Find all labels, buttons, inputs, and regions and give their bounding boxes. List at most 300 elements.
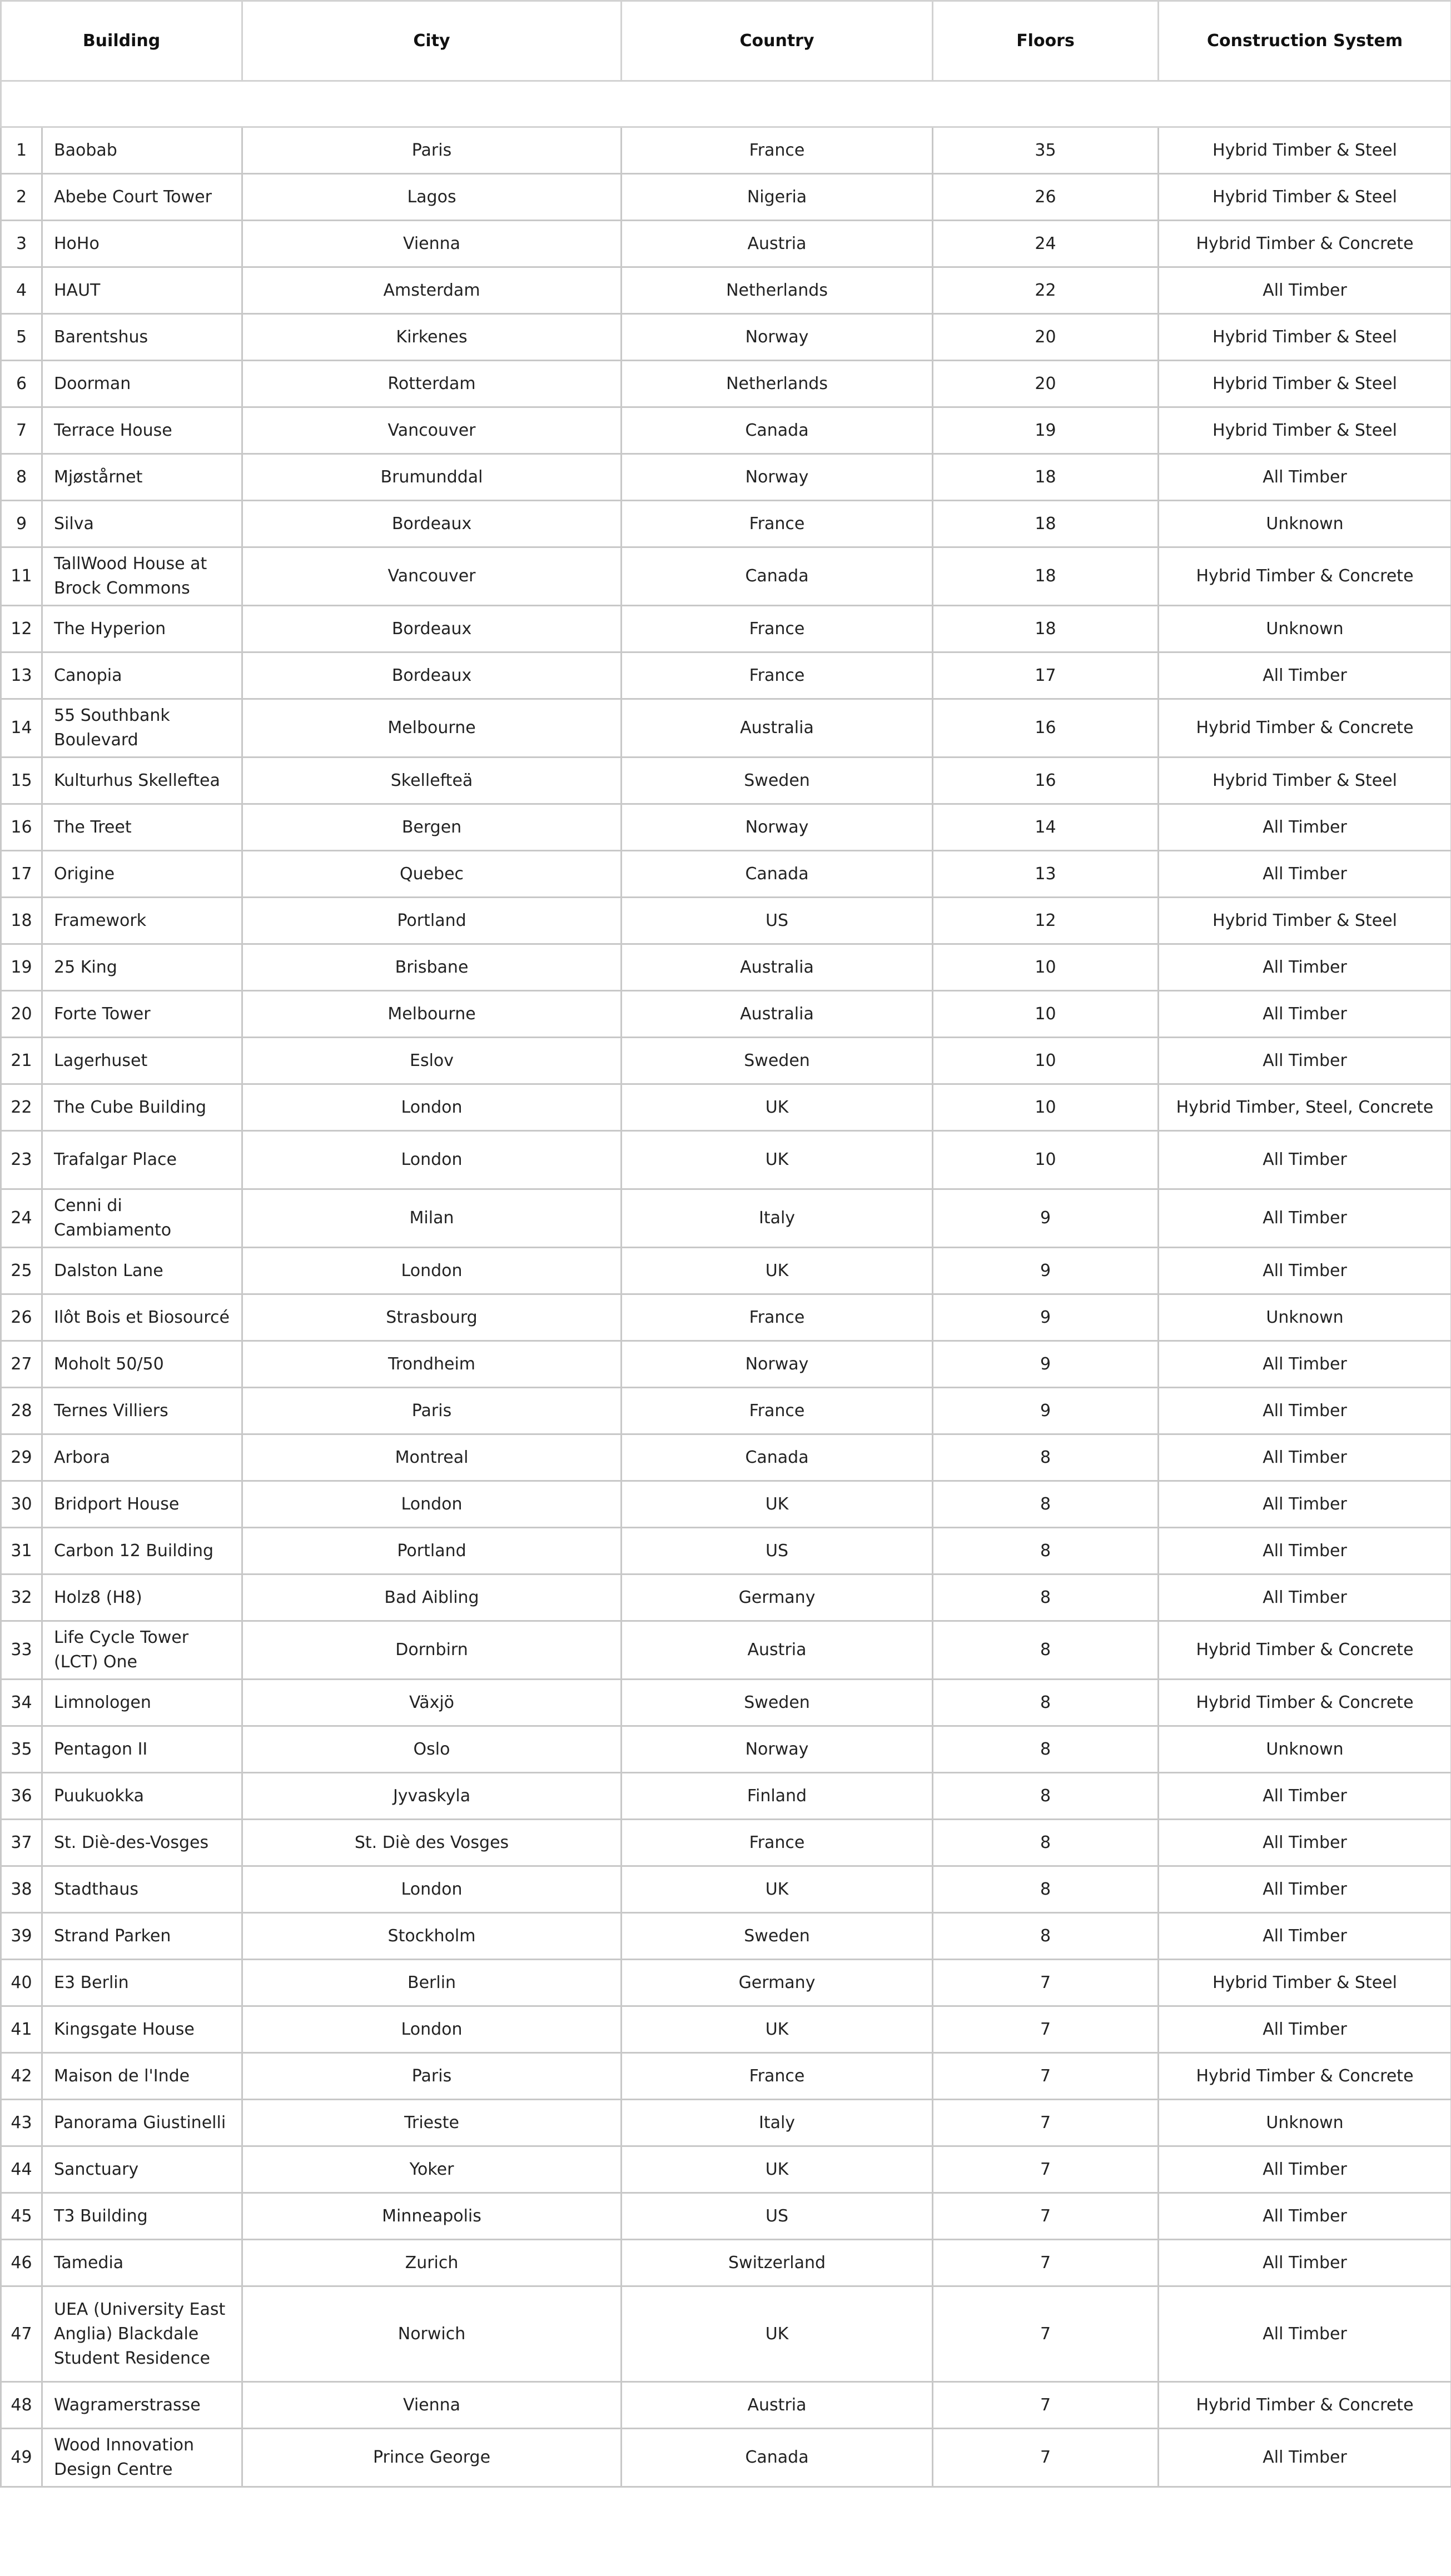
construction-system-cell: All Timber xyxy=(1159,1388,1451,1434)
table-row xyxy=(1,2240,1451,2286)
row-number-cell: 20 xyxy=(1,991,42,1038)
row-number-cell: 38 xyxy=(1,1866,42,1913)
row-number-cell: 39 xyxy=(1,1913,42,1960)
building-name-cell: Kulturhus Skelleftea xyxy=(42,758,242,804)
row-number-cell: 49 xyxy=(1,2429,42,2487)
table-row xyxy=(1,2100,1451,2146)
city-cell: Berlin xyxy=(242,1960,622,2006)
country-cell: UK xyxy=(622,1131,933,1189)
construction-system-cell: Unknown xyxy=(1159,1726,1451,1773)
table-row xyxy=(1,1038,1451,1084)
construction-system-cell: Hybrid Timber & Concrete xyxy=(1159,1621,1451,1680)
country-cell: Sweden xyxy=(622,1680,933,1726)
floors-cell: 7 xyxy=(933,2193,1159,2240)
country-cell: Australia xyxy=(622,699,933,758)
building-name-cell: 25 King xyxy=(42,944,242,991)
country-cell: UK xyxy=(622,1481,933,1528)
building-name-cell: The Hyperion xyxy=(42,606,242,652)
construction-system-cell: All Timber xyxy=(1159,2006,1451,2053)
row-number-cell: 12 xyxy=(1,606,42,652)
construction-system-cell: Hybrid Timber & Concrete xyxy=(1159,699,1451,758)
country-cell: France xyxy=(622,2053,933,2100)
country-cell: UK xyxy=(622,1866,933,1913)
floors-cell: 8 xyxy=(933,1621,1159,1680)
city-cell: Strasbourg xyxy=(242,1294,622,1341)
country-cell: France xyxy=(622,127,933,174)
construction-system-cell: All Timber xyxy=(1159,2429,1451,2487)
floors-cell: 9 xyxy=(933,1341,1159,1388)
construction-system-cell: All Timber xyxy=(1159,1773,1451,1820)
table-row xyxy=(1,2429,1451,2487)
country-cell: France xyxy=(622,1820,933,1866)
construction-system-cell: Hybrid Timber & Steel xyxy=(1159,361,1451,407)
header-country: Country xyxy=(622,1,933,81)
building-name-cell: Bridport House xyxy=(42,1481,242,1528)
country-cell: Germany xyxy=(622,1960,933,2006)
construction-system-cell: All Timber xyxy=(1159,991,1451,1038)
table-row xyxy=(1,758,1451,804)
country-cell: UK xyxy=(622,2146,933,2193)
floors-cell: 7 xyxy=(933,1960,1159,2006)
row-number-cell: 25 xyxy=(1,1248,42,1294)
table-row xyxy=(1,1866,1451,1913)
table-row xyxy=(1,1960,1451,2006)
row-number-cell: 47 xyxy=(1,2286,42,2382)
city-cell: Bad Aibling xyxy=(242,1575,622,1621)
country-cell: Austria xyxy=(622,1621,933,1680)
table-row xyxy=(1,1189,1451,1248)
country-cell: Canada xyxy=(622,547,933,606)
floors-cell: 7 xyxy=(933,2240,1159,2286)
floors-cell: 20 xyxy=(933,314,1159,361)
construction-system-cell: Hybrid Timber & Concrete xyxy=(1159,1680,1451,1726)
building-name-cell: Tamedia xyxy=(42,2240,242,2286)
row-number-cell: 29 xyxy=(1,1434,42,1481)
building-name-cell: Canopia xyxy=(42,652,242,699)
construction-system-cell: Hybrid Timber, Steel, Concrete xyxy=(1159,1084,1451,1131)
floors-cell: 18 xyxy=(933,606,1159,652)
country-cell: UK xyxy=(622,2286,933,2382)
city-cell: Bergen xyxy=(242,804,622,851)
country-cell: Australia xyxy=(622,944,933,991)
row-number-cell: 6 xyxy=(1,361,42,407)
floors-cell: 8 xyxy=(933,1434,1159,1481)
construction-system-cell: All Timber xyxy=(1159,1434,1451,1481)
table-row xyxy=(1,1680,1451,1726)
floors-cell: 10 xyxy=(933,1038,1159,1084)
table-row xyxy=(1,1820,1451,1866)
country-cell: Canada xyxy=(622,407,933,454)
table-row xyxy=(1,1528,1451,1575)
city-cell: Dornbirn xyxy=(242,1621,622,1680)
table-row xyxy=(1,2193,1451,2240)
construction-system-cell: Hybrid Timber & Concrete xyxy=(1159,547,1451,606)
row-number-cell: 7 xyxy=(1,407,42,454)
spacer-row xyxy=(1,81,1451,127)
building-name-cell: The Cube Building xyxy=(42,1084,242,1131)
floors-cell: 8 xyxy=(933,1820,1159,1866)
row-number-cell: 46 xyxy=(1,2240,42,2286)
country-cell: Canada xyxy=(622,851,933,898)
building-name-cell: HoHo xyxy=(42,221,242,267)
floors-cell: 18 xyxy=(933,547,1159,606)
country-cell: France xyxy=(622,1294,933,1341)
building-name-cell: The Treet xyxy=(42,804,242,851)
city-cell: London xyxy=(242,1481,622,1528)
country-cell: Norway xyxy=(622,314,933,361)
row-number-cell: 34 xyxy=(1,1680,42,1726)
construction-system-cell: All Timber xyxy=(1159,1341,1451,1388)
table-row xyxy=(1,1575,1451,1621)
table-row xyxy=(1,454,1451,501)
country-cell: Netherlands xyxy=(622,267,933,314)
construction-system-cell: All Timber xyxy=(1159,2286,1451,2382)
row-number-cell: 36 xyxy=(1,1773,42,1820)
construction-system-cell: Hybrid Timber & Concrete xyxy=(1159,2382,1451,2429)
construction-system-cell: All Timber xyxy=(1159,804,1451,851)
city-cell: Amsterdam xyxy=(242,267,622,314)
country-cell: France xyxy=(622,652,933,699)
row-number-cell: 35 xyxy=(1,1726,42,1773)
construction-system-cell: Hybrid Timber & Steel xyxy=(1159,898,1451,944)
building-name-cell: Framework xyxy=(42,898,242,944)
city-cell: Montreal xyxy=(242,1434,622,1481)
country-cell: Sweden xyxy=(622,1038,933,1084)
building-name-cell: Abebe Court Tower xyxy=(42,174,242,221)
construction-system-cell: Unknown xyxy=(1159,2100,1451,2146)
table-row xyxy=(1,1084,1451,1131)
city-cell: Jyvaskyla xyxy=(242,1773,622,1820)
city-cell: Lagos xyxy=(242,174,622,221)
table-row xyxy=(1,1726,1451,1773)
city-cell: St. Diè des Vosges xyxy=(242,1820,622,1866)
table-row xyxy=(1,699,1451,758)
row-number-cell: 43 xyxy=(1,2100,42,2146)
country-cell: UK xyxy=(622,1248,933,1294)
floors-cell: 7 xyxy=(933,2006,1159,2053)
building-name-cell: Ilôt Bois et Biosourcé xyxy=(42,1294,242,1341)
floors-cell: 16 xyxy=(933,699,1159,758)
row-number-cell: 5 xyxy=(1,314,42,361)
table-row xyxy=(1,898,1451,944)
construction-system-cell: Unknown xyxy=(1159,501,1451,547)
row-number-cell: 30 xyxy=(1,1481,42,1528)
construction-system-cell: All Timber xyxy=(1159,944,1451,991)
floors-cell: 7 xyxy=(933,2100,1159,2146)
floors-cell: 10 xyxy=(933,944,1159,991)
construction-system-cell: Hybrid Timber & Steel xyxy=(1159,1960,1451,2006)
country-cell: Canada xyxy=(622,1434,933,1481)
country-cell: Austria xyxy=(622,221,933,267)
building-name-cell: Origine xyxy=(42,851,242,898)
construction-system-cell: All Timber xyxy=(1159,2146,1451,2193)
building-name-cell: Kingsgate House xyxy=(42,2006,242,2053)
floors-cell: 35 xyxy=(933,127,1159,174)
row-number-cell: 42 xyxy=(1,2053,42,2100)
construction-system-cell: All Timber xyxy=(1159,1038,1451,1084)
row-number-cell: 4 xyxy=(1,267,42,314)
construction-system-cell: Hybrid Timber & Concrete xyxy=(1159,2053,1451,2100)
table-row xyxy=(1,267,1451,314)
floors-cell: 8 xyxy=(933,1913,1159,1960)
building-name-cell: Puukuokka xyxy=(42,1773,242,1820)
construction-system-cell: Hybrid Timber & Steel xyxy=(1159,758,1451,804)
city-cell: Portland xyxy=(242,898,622,944)
country-cell: Germany xyxy=(622,1575,933,1621)
floors-cell: 9 xyxy=(933,1388,1159,1434)
row-number-cell: 27 xyxy=(1,1341,42,1388)
city-cell: Yoker xyxy=(242,2146,622,2193)
country-cell: UK xyxy=(622,1084,933,1131)
row-number-cell: 44 xyxy=(1,2146,42,2193)
city-cell: Rotterdam xyxy=(242,361,622,407)
table-row xyxy=(1,2006,1451,2053)
city-cell: Skellefteä xyxy=(242,758,622,804)
country-cell: Sweden xyxy=(622,1913,933,1960)
city-cell: Melbourne xyxy=(242,991,622,1038)
country-cell: Netherlands xyxy=(622,361,933,407)
city-cell: London xyxy=(242,1248,622,1294)
floors-cell: 20 xyxy=(933,361,1159,407)
country-cell: US xyxy=(622,898,933,944)
floors-cell: 8 xyxy=(933,1680,1159,1726)
table-row xyxy=(1,2146,1451,2193)
table-row xyxy=(1,2382,1451,2429)
building-name-cell: Arbora xyxy=(42,1434,242,1481)
city-cell: Oslo xyxy=(242,1726,622,1773)
table-row xyxy=(1,1773,1451,1820)
building-name-cell: Trafalgar Place xyxy=(42,1131,242,1189)
building-name-cell: HAUT xyxy=(42,267,242,314)
floors-cell: 9 xyxy=(933,1294,1159,1341)
floors-cell: 24 xyxy=(933,221,1159,267)
floors-cell: 19 xyxy=(933,407,1159,454)
construction-system-cell: All Timber xyxy=(1159,652,1451,699)
city-cell: Vancouver xyxy=(242,407,622,454)
city-cell: Prince George xyxy=(242,2429,622,2487)
row-number-cell: 37 xyxy=(1,1820,42,1866)
table-row xyxy=(1,944,1451,991)
table-row xyxy=(1,1294,1451,1341)
construction-system-cell: All Timber xyxy=(1159,1913,1451,1960)
country-cell: Austria xyxy=(622,2382,933,2429)
row-number-cell: 33 xyxy=(1,1621,42,1680)
header-floors: Floors xyxy=(933,1,1159,81)
table-row xyxy=(1,2286,1451,2382)
city-cell: Bordeaux xyxy=(242,652,622,699)
construction-system-cell: All Timber xyxy=(1159,2193,1451,2240)
construction-system-cell: All Timber xyxy=(1159,1131,1451,1189)
building-name-cell: Sanctuary xyxy=(42,2146,242,2193)
city-cell: Bordeaux xyxy=(242,501,622,547)
building-name-cell: Cenni di Cambiamento xyxy=(42,1189,242,1248)
building-name-cell: Life Cycle Tower (LCT) One xyxy=(42,1621,242,1680)
city-cell: Melbourne xyxy=(242,699,622,758)
construction-system-cell: All Timber xyxy=(1159,1189,1451,1248)
row-number-cell: 1 xyxy=(1,127,42,174)
table-row xyxy=(1,1248,1451,1294)
country-cell: Italy xyxy=(622,2100,933,2146)
row-number-cell: 32 xyxy=(1,1575,42,1621)
city-cell: Paris xyxy=(242,2053,622,2100)
row-number-cell: 48 xyxy=(1,2382,42,2429)
building-name-cell: Wood Innovation Design Centre xyxy=(42,2429,242,2487)
construction-system-cell: Hybrid Timber & Steel xyxy=(1159,127,1451,174)
floors-cell: 13 xyxy=(933,851,1159,898)
construction-system-cell: All Timber xyxy=(1159,1481,1451,1528)
table-row xyxy=(1,1341,1451,1388)
floors-cell: 8 xyxy=(933,1575,1159,1621)
floors-cell: 7 xyxy=(933,2286,1159,2382)
construction-system-cell: All Timber xyxy=(1159,1528,1451,1575)
building-name-cell: St. Diè-des-Vosges xyxy=(42,1820,242,1866)
row-number-cell: 2 xyxy=(1,174,42,221)
building-name-cell: Lagerhuset xyxy=(42,1038,242,1084)
country-cell: Norway xyxy=(622,1726,933,1773)
building-name-cell: Strand Parken xyxy=(42,1913,242,1960)
construction-system-cell: Hybrid Timber & Concrete xyxy=(1159,221,1451,267)
row-number-cell: 45 xyxy=(1,2193,42,2240)
row-number-cell: 3 xyxy=(1,221,42,267)
floors-cell: 8 xyxy=(933,1481,1159,1528)
row-number-cell: 41 xyxy=(1,2006,42,2053)
building-name-cell: Barentshus xyxy=(42,314,242,361)
city-cell: Vienna xyxy=(242,2382,622,2429)
row-number-cell: 21 xyxy=(1,1038,42,1084)
country-cell: Norway xyxy=(622,804,933,851)
country-cell: Nigeria xyxy=(622,174,933,221)
row-number-cell: 11 xyxy=(1,547,42,606)
country-cell: Switzerland xyxy=(622,2240,933,2286)
row-number-cell: 16 xyxy=(1,804,42,851)
table-row xyxy=(1,314,1451,361)
city-cell: Paris xyxy=(242,1388,622,1434)
table-body xyxy=(1,127,1451,2487)
table-row xyxy=(1,991,1451,1038)
floors-cell: 22 xyxy=(933,267,1159,314)
city-cell: Milan xyxy=(242,1189,622,1248)
country-cell: Norway xyxy=(622,454,933,501)
construction-system-cell: All Timber xyxy=(1159,1248,1451,1294)
construction-system-cell: All Timber xyxy=(1159,454,1451,501)
city-cell: Trieste xyxy=(242,2100,622,2146)
construction-system-cell: All Timber xyxy=(1159,1820,1451,1866)
country-cell: UK xyxy=(622,2006,933,2053)
table-row xyxy=(1,2053,1451,2100)
construction-system-cell: All Timber xyxy=(1159,1866,1451,1913)
construction-system-cell: All Timber xyxy=(1159,1575,1451,1621)
table-row xyxy=(1,1621,1451,1680)
building-name-cell: Ternes Villiers xyxy=(42,1388,242,1434)
country-cell: France xyxy=(622,606,933,652)
building-name-cell: Carbon 12 Building xyxy=(42,1528,242,1575)
building-name-cell: Terrace House xyxy=(42,407,242,454)
building-name-cell: 55 Southbank Boulevard xyxy=(42,699,242,758)
construction-system-cell: Unknown xyxy=(1159,606,1451,652)
building-name-cell: Doorman xyxy=(42,361,242,407)
city-cell: Portland xyxy=(242,1528,622,1575)
country-cell: Sweden xyxy=(622,758,933,804)
building-name-cell: E3 Berlin xyxy=(42,1960,242,2006)
row-number-cell: 9 xyxy=(1,501,42,547)
table-row xyxy=(1,501,1451,547)
floors-cell: 9 xyxy=(933,1248,1159,1294)
floors-cell: 8 xyxy=(933,1726,1159,1773)
table-row xyxy=(1,407,1451,454)
table-row xyxy=(1,1434,1451,1481)
row-number-cell: 24 xyxy=(1,1189,42,1248)
city-cell: Vienna xyxy=(242,221,622,267)
floors-cell: 8 xyxy=(933,1866,1159,1913)
table-row xyxy=(1,606,1451,652)
building-name-cell: Wagramerstrasse xyxy=(42,2382,242,2429)
city-cell: Kirkenes xyxy=(242,314,622,361)
table-row xyxy=(1,804,1451,851)
city-cell: Norwich xyxy=(242,2286,622,2382)
construction-system-cell: All Timber xyxy=(1159,2240,1451,2286)
building-name-cell: Forte Tower xyxy=(42,991,242,1038)
table-row xyxy=(1,127,1451,174)
building-name-cell: UEA (University East Anglia) Blackdale Student Residence xyxy=(42,2286,242,2382)
table-row xyxy=(1,1913,1451,1960)
row-number-cell: 14 xyxy=(1,699,42,758)
country-cell: France xyxy=(622,501,933,547)
building-name-cell: Maison de l'Inde xyxy=(42,2053,242,2100)
construction-system-cell: Hybrid Timber & Steel xyxy=(1159,314,1451,361)
floors-cell: 7 xyxy=(933,2382,1159,2429)
header-city: City xyxy=(242,1,622,81)
country-cell: Norway xyxy=(622,1341,933,1388)
country-cell: Australia xyxy=(622,991,933,1038)
building-name-cell: Holz8 (H8) xyxy=(42,1575,242,1621)
header-row xyxy=(1,1,1451,81)
construction-system-cell: Unknown xyxy=(1159,1294,1451,1341)
city-cell: Trondheim xyxy=(242,1341,622,1388)
row-number-cell: 22 xyxy=(1,1084,42,1131)
floors-cell: 8 xyxy=(933,1773,1159,1820)
construction-system-cell: Hybrid Timber & Steel xyxy=(1159,407,1451,454)
building-name-cell: Baobab xyxy=(42,127,242,174)
row-number-cell: 18 xyxy=(1,898,42,944)
city-cell: London xyxy=(242,1866,622,1913)
table-row xyxy=(1,221,1451,267)
floors-cell: 14 xyxy=(933,804,1159,851)
country-cell: Canada xyxy=(622,2429,933,2487)
floors-cell: 10 xyxy=(933,1131,1159,1189)
country-cell: US xyxy=(622,2193,933,2240)
building-name-cell: Moholt 50/50 xyxy=(42,1341,242,1388)
city-cell: Stockholm xyxy=(242,1913,622,1960)
city-cell: Paris xyxy=(242,127,622,174)
table-row xyxy=(1,547,1451,606)
building-name-cell: Silva xyxy=(42,501,242,547)
table-row xyxy=(1,851,1451,898)
building-name-cell: TallWood House at Brock Commons xyxy=(42,547,242,606)
table-row xyxy=(1,1481,1451,1528)
city-cell: Quebec xyxy=(242,851,622,898)
table-row xyxy=(1,652,1451,699)
city-cell: Eslov xyxy=(242,1038,622,1084)
building-name-cell: Mjøstårnet xyxy=(42,454,242,501)
country-cell: France xyxy=(622,1388,933,1434)
construction-system-cell: All Timber xyxy=(1159,267,1451,314)
row-number-cell: 17 xyxy=(1,851,42,898)
floors-cell: 26 xyxy=(933,174,1159,221)
spacer-cell xyxy=(1,81,1451,127)
table-row xyxy=(1,361,1451,407)
table-row xyxy=(1,1388,1451,1434)
country-cell: Italy xyxy=(622,1189,933,1248)
